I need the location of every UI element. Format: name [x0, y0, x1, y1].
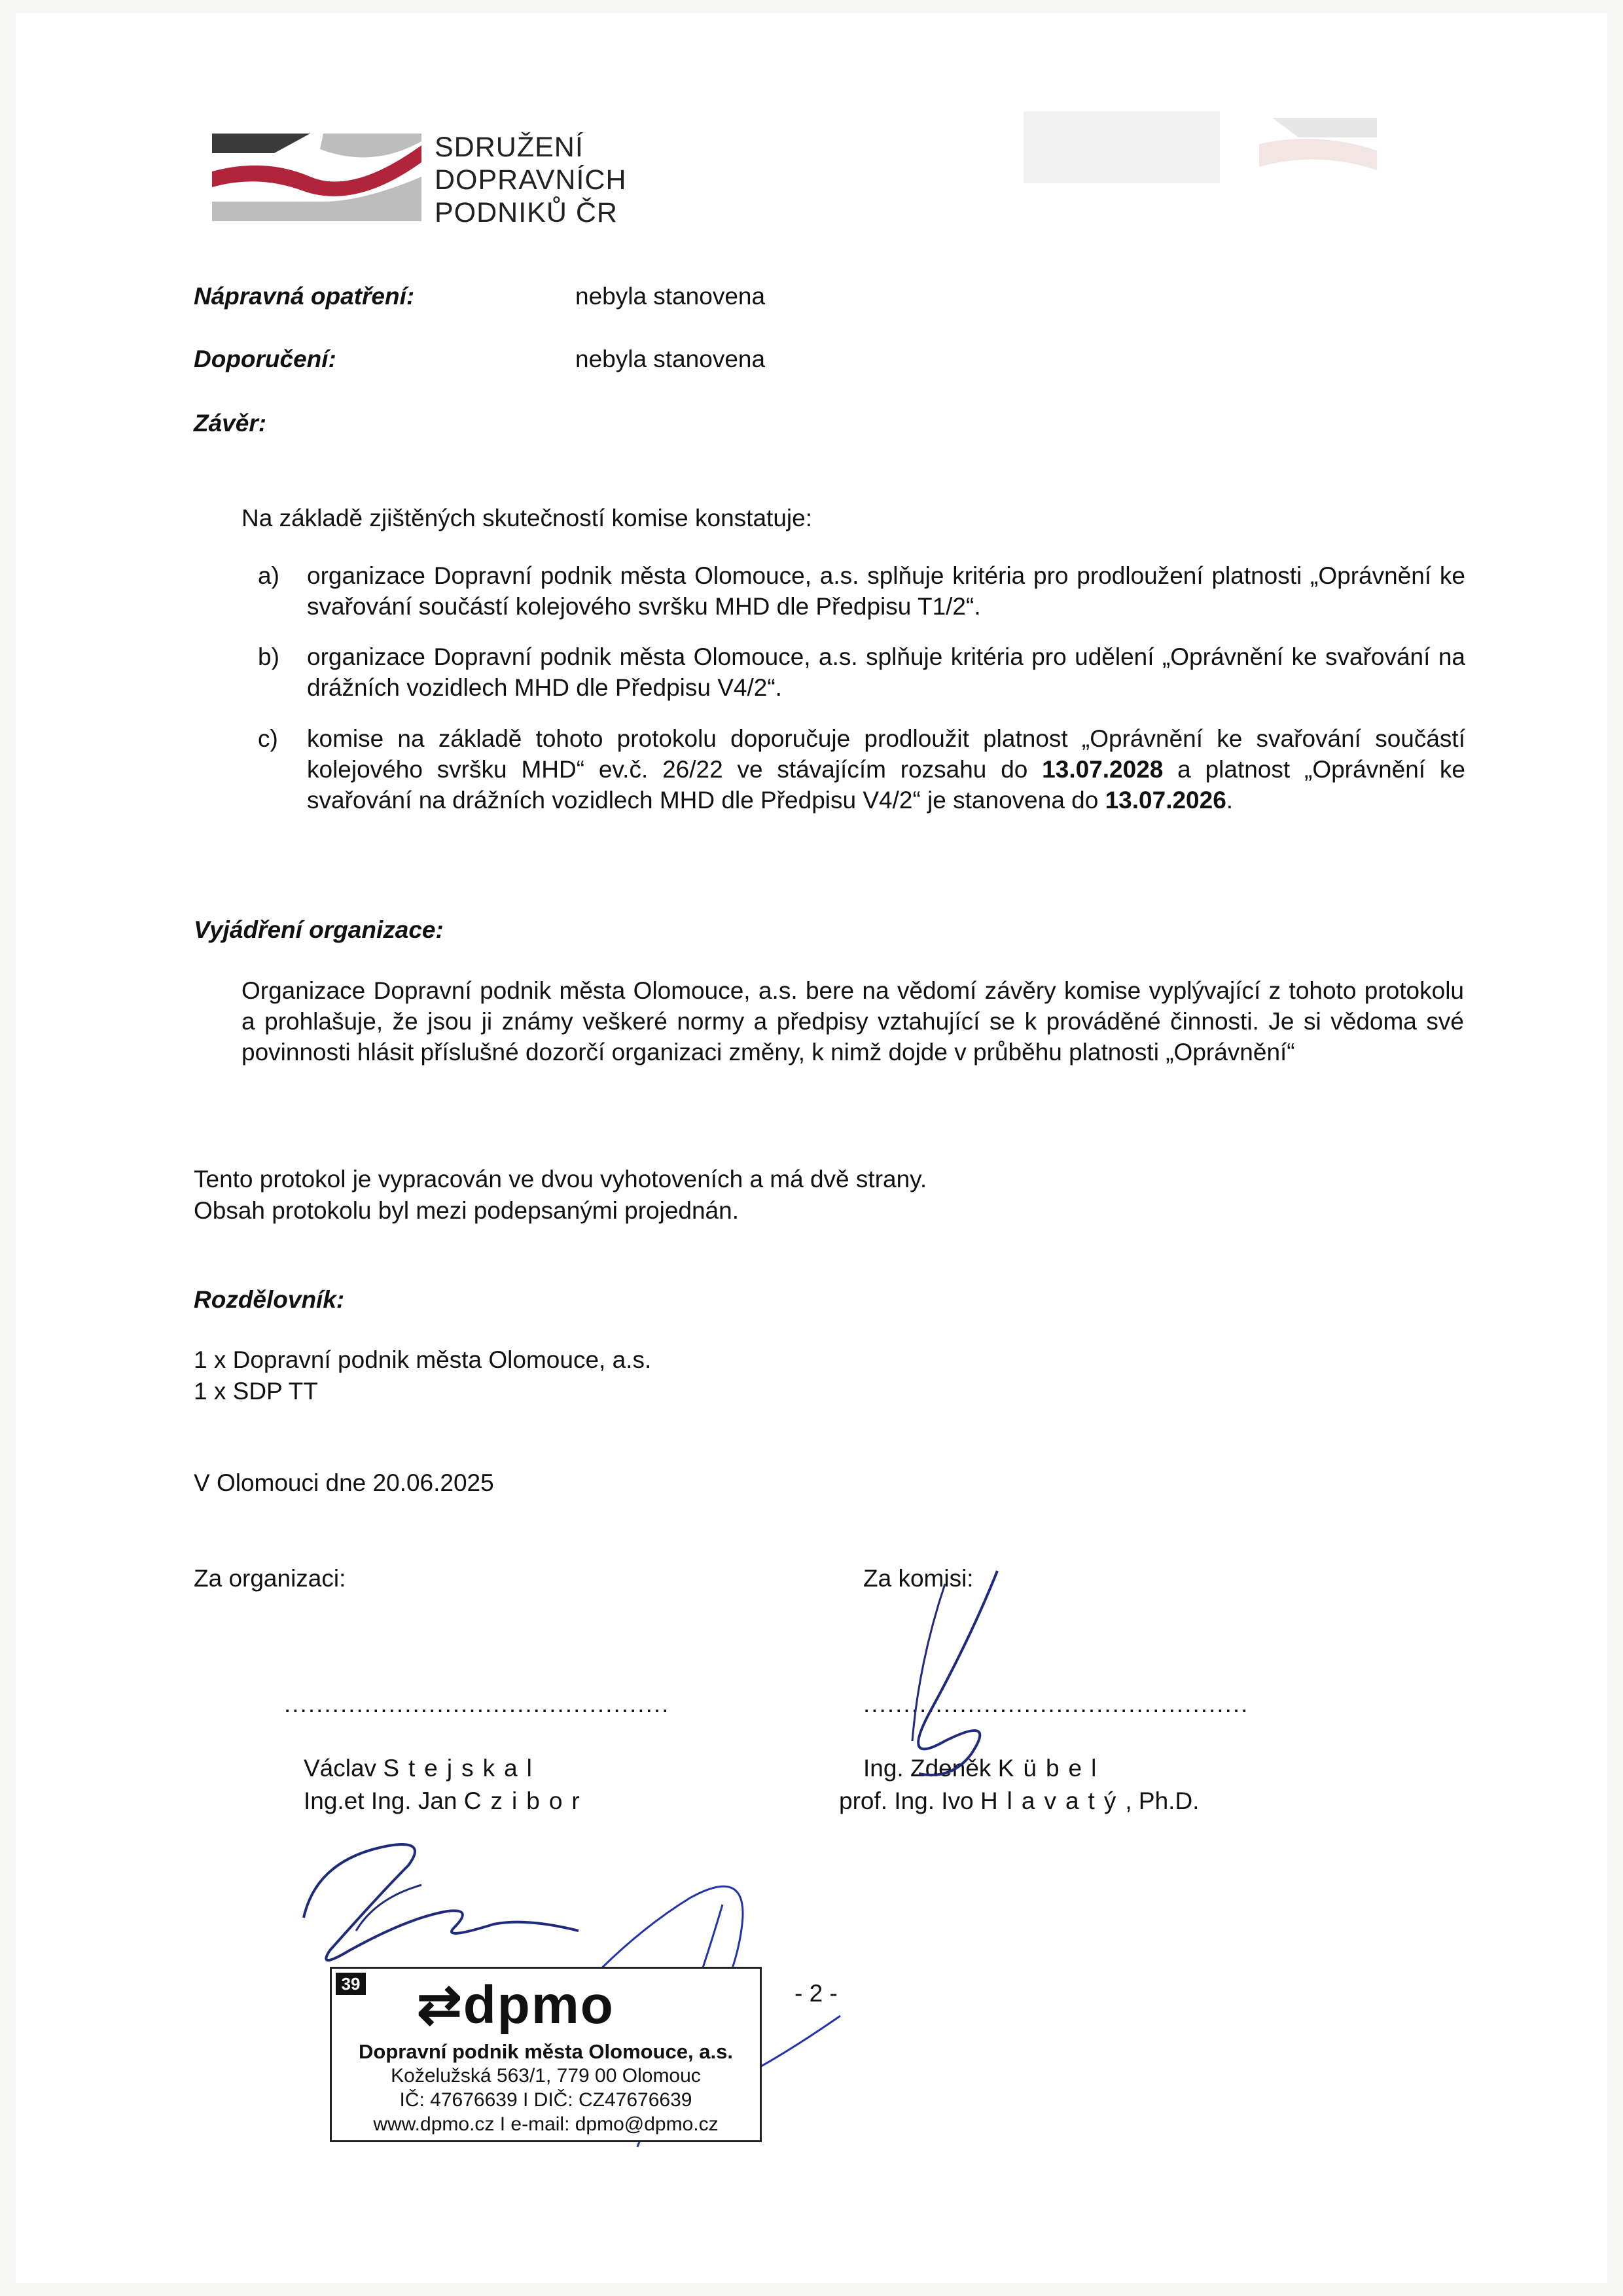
signatory-prefix: Ing. Zdeněk: [863, 1755, 998, 1782]
rozdelovnik-entry-1: 1 x Dopravní podnik města Olomouce, a.s.: [194, 1346, 652, 1373]
item-c-date-2: 13.07.2026: [1105, 787, 1226, 814]
sdp-logo-icon: [212, 131, 421, 223]
item-text: organizace Dopravní podnik města Olomouce, a.s. splňuje kritéria pro prodloužení platnosti „Oprávnění ke svařování součástí kolejového svršku MHD dle Předpisu T1/2“.: [307, 562, 1465, 620]
sdp-logo: [212, 131, 670, 228]
item-c-text-1: komise na základě tohoto protokolu doporučuje prodloužit platnost „Oprávnění ke svařování součástí kolejového svršku MHD“ ev.č. 26/22 ve stávajícím rozsahu do: [307, 725, 1465, 783]
stamp-badge: 39: [336, 1973, 366, 1995]
conclusion-item-a: [258, 560, 1465, 622]
logo-line-3: PODNIKŮ ČR: [435, 197, 618, 228]
item-marker: b): [258, 643, 279, 670]
stamp-line-3: IČ: 47676639 I DIČ: CZ47676639: [399, 2089, 692, 2111]
bleed-through-logo-icon: [1024, 105, 1390, 196]
protocol-note-2: Obsah protokolu byl mezi podepsanými projednán.: [194, 1197, 739, 1224]
item-text: [307, 723, 1465, 816]
rozdelovnik-entry-2: 1 x SDP TT: [194, 1378, 318, 1405]
item-c-text-3: .: [1226, 787, 1234, 814]
left-signature-line: ................................................: [284, 1691, 670, 1717]
signatory-surname: Hlavatý: [980, 1787, 1126, 1814]
signatory-surname: Czibor: [463, 1787, 589, 1814]
right-signature-label: Za komisi:: [863, 1565, 974, 1592]
vyjadreni-text: Organizace Dopravní podnik města Olomouce, a.s. bere na vědomí závěry komise vyplývající z tohoto protokolu a prohlašuje, že jsou ji známy veškeré normy a předpisy vztahující se k prováděné činnosti. Je si vědoma své povinnosti hlásit příslušné dozorčí organizaci změny, k nimž dojde v průběhu platnosti „Oprávnění“: [241, 977, 1464, 1066]
napravna-label: Nápravná opatření:: [194, 283, 415, 310]
vyjadreni-label: Vyjádření organizace:: [194, 916, 444, 943]
item-marker: a): [258, 562, 279, 589]
signatory-prefix: prof. Ing. Ivo: [839, 1787, 980, 1814]
right-signature-line: ................................................: [863, 1691, 1249, 1717]
stamp-line-2: Koželužská 563/1, 779 00 Olomouc: [391, 2065, 701, 2087]
item-text: organizace Dopravní podnik města Olomouce, a.s. splňuje kritéria pro udělení „Oprávnění ke svařování na drážních vozidlech MHD dle Předpisu V4/2“.: [307, 643, 1465, 701]
rozdelovnik-label: Rozdělovník:: [194, 1286, 345, 1313]
conclusion-item-c: [258, 723, 1465, 816]
sdp-logo-text: [435, 131, 627, 229]
company-stamp: [330, 1967, 762, 2142]
napravna-value: nebyla stanovena: [575, 283, 766, 310]
item-marker: c): [258, 725, 278, 752]
doporuceni-label: Doporučení:: [194, 346, 336, 372]
doporuceni-value: nebyla stanovena: [575, 346, 766, 372]
signatory-prefix: Ing.et Ing. Jan: [304, 1787, 464, 1814]
logo-line-1: SDRUŽENÍ: [435, 132, 584, 163]
item-c-date-1: 13.07.2028: [1042, 756, 1164, 783]
stamp-line-4: www.dpmo.cz I e-mail: dpmo@dpmo.cz: [373, 2113, 719, 2135]
document-page: [16, 13, 1607, 2283]
signatory-suffix: , Ph.D.: [1125, 1787, 1200, 1814]
logo-line-2: DOPRAVNÍCH: [435, 164, 627, 196]
signatory-surname: Stejskal: [383, 1755, 541, 1782]
left-signature-label: Za organizaci:: [194, 1565, 346, 1592]
signatory-surname: Kübel: [997, 1755, 1106, 1782]
conclusion-item-b: [258, 641, 1465, 703]
protocol-note-1: Tento protokol je vypracován ve dvou vyhotoveních a má dvě strany.: [194, 1166, 927, 1193]
page-number: - 2 -: [794, 1980, 838, 2007]
item-c-text-2: a platnost „Oprávnění ke svařování na drážních vozidlech MHD dle Předpisu V4/2“ je stanovena do: [307, 756, 1465, 814]
place-date: V Olomouci dne 20.06.2025: [194, 1469, 494, 1496]
dpmo-logo: ⇄dpmo: [417, 1975, 615, 2035]
zaver-label: Závěr:: [194, 410, 267, 437]
signatory-prefix: Václav: [304, 1755, 383, 1782]
stamp-line-1: Dopravní podnik města Olomouce, a.s.: [359, 2040, 733, 2063]
stamp-text: [332, 2039, 760, 2136]
zaver-intro: Na základě zjištěných skutečností komise konstatuje:: [241, 505, 812, 531]
